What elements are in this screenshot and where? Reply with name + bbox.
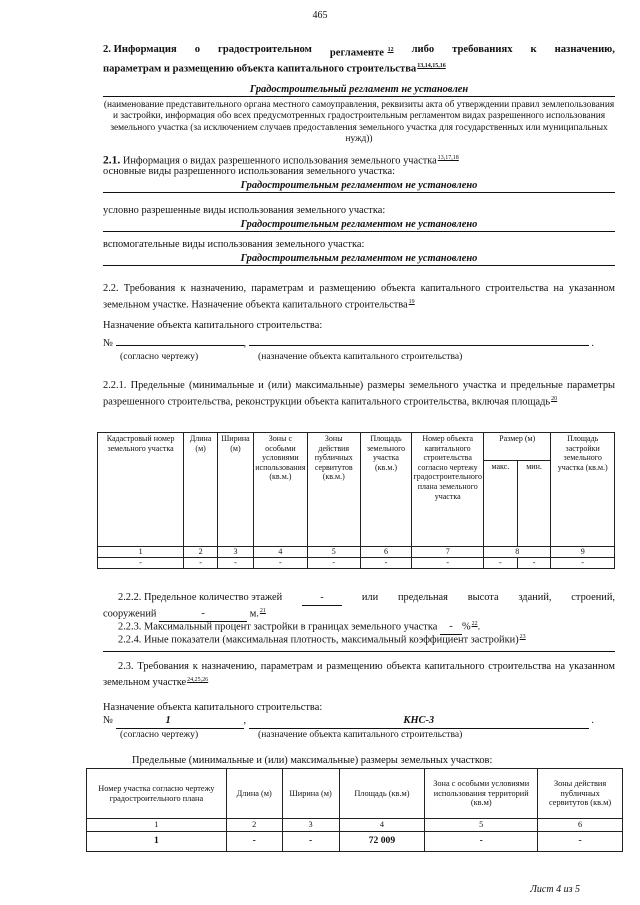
column-number: 7 [412, 547, 484, 558]
unit: % [461, 621, 471, 633]
auxiliary-uses-value: Градостроительным регламентом не установлено [103, 253, 615, 266]
word: зданий, [518, 592, 552, 603]
header-size-min: мин. [517, 461, 551, 547]
s2-2-purpose-line: № , . [103, 338, 594, 349]
section-2-title-line1 [103, 44, 615, 60]
column-number: 6 [538, 819, 623, 832]
footnote-ref: 20 [551, 395, 558, 402]
purpose-caption: (назначение объекта капитального строительства) [258, 351, 463, 362]
footnote-ref: 23 [519, 634, 526, 640]
footnote-ref: 13,14,15,16 [417, 63, 446, 70]
title-word-with-footnote [330, 44, 394, 60]
comma: , [243, 715, 247, 726]
floors-value: - [302, 592, 342, 606]
object-purpose: КНС-3 [249, 715, 589, 729]
footnote-ref: 12 [387, 47, 394, 53]
column-number: 5 [425, 819, 538, 832]
floors-label: 2.2.2. Предельное количество этажей [118, 592, 283, 603]
header-plot-number: Номер участка согласно чертежу градостроительного плана [87, 769, 227, 819]
table-row [87, 831, 623, 851]
word: сооружений [103, 608, 157, 620]
column-number: 3 [218, 547, 254, 558]
auxiliary-uses-label: вспомогательные виды использования земельного участка: [103, 239, 365, 250]
column-number: 2 [226, 819, 282, 832]
per-drawing-caption: (согласно чертежу) [120, 351, 199, 362]
per-drawing-caption: (согласно чертежу) [120, 729, 199, 740]
header-length: Длина (м) [226, 769, 282, 819]
column-number: 4 [339, 819, 425, 832]
word: строений, [571, 592, 615, 603]
header-cadastral-number: Кадастровый номер земельного участка [98, 433, 184, 547]
number-sign: № [103, 338, 113, 349]
table-cell: - [307, 558, 360, 569]
header-plot-area: Площадь земельного участка (кв.м.) [360, 433, 412, 547]
main-uses-label: основные виды разрешенного использования земельного участка: [103, 166, 396, 177]
number-sign: № [103, 715, 113, 726]
table-cell: - [98, 558, 184, 569]
section-2-3-body: 2.3. Требования к назначению, параметрам и размещению объекта капитального строительства на указанном земельном участке [103, 661, 615, 688]
section-2-1-text: Информация о видах разрешенного использования земельного участка [120, 155, 437, 167]
table-cell: - [551, 558, 615, 569]
regulation-note: (наименование представительного органа местного самоуправления, реквизиты акта об утверждении правил землепользования и застройки, информация обо всех предусмотренных градостроительным регламентом видах разрешенного использования земельного участка (за исключением случаев предоставления земельного участка для государственных или муниципальных нужд)) [103, 100, 615, 145]
purpose-caption: (назначение объекта капитального строительства) [258, 729, 463, 740]
header-special-zones: Зона с особыми условиями использования территорий (кв.м) [425, 769, 538, 819]
coverage-label: 2.2.3. Максимальный процент застройки в границах земельного участка [118, 621, 438, 633]
regulation-value: Градостроительный регламент не установлен [103, 84, 615, 97]
comma: , [243, 338, 247, 349]
section-2-2-2-line1 [118, 592, 615, 606]
column-number: 3 [282, 819, 339, 832]
table-cell: - [425, 831, 538, 851]
table-cell: - [253, 558, 307, 569]
word: или [361, 592, 379, 603]
conditional-uses-label: условно разрешенные виды использования земельного участка: [103, 205, 386, 216]
header-length: Длина (м) [184, 433, 218, 547]
table-cell: - [412, 558, 484, 569]
table-cell: - [282, 831, 339, 851]
table-row [98, 558, 615, 569]
footnote-ref: 24,25,26 [187, 676, 209, 683]
header-width: Ширина (м) [282, 769, 339, 819]
title-word: требованиях [452, 44, 513, 55]
section-2-2-body: 2.2. Требования к назначению, параметрам и размещению объекта капитального строительства на указанном земельном участке. Назначение объекта капитального строительства [103, 283, 615, 310]
sheet-number: Лист 4 из 5 [530, 884, 580, 895]
title-word: о [194, 44, 200, 55]
header-size-max: макс. [483, 461, 517, 547]
main-uses-value: Градостроительным регламентом не установлено [103, 180, 615, 193]
header-width: Ширина (м) [218, 433, 254, 547]
section-2-3-text [103, 661, 615, 689]
title-word: назначению, [554, 44, 615, 55]
object-number-blank [116, 345, 244, 346]
table-cell: 72 009 [339, 831, 425, 851]
s2-3-purpose-label: Назначение объекта капитального строительства: [103, 702, 323, 713]
section-2-title-line2 [103, 60, 615, 76]
section-2-title [103, 44, 615, 76]
object-purpose-blank [249, 345, 589, 346]
column-number: 1 [87, 819, 227, 832]
section-2-2-4 [118, 631, 615, 647]
section-2-2-1-body: 2.2.1. Предельные (минимальные и (или) максимальные) размеры земельного участка и предельные параметры разрешенного строительства, реконструкции объекта капитального строительства, включая площадь [103, 380, 615, 407]
unit: м. [249, 608, 259, 620]
column-number: 4 [253, 547, 307, 558]
word: высота [467, 592, 499, 603]
column-number: 6 [360, 547, 412, 558]
conditional-uses-value: Градостроительным регламентом не установлено [103, 219, 615, 232]
section-2-2-text [103, 283, 615, 311]
title-word: к [530, 44, 537, 55]
limits-title: Предельные (минимальные и (или) максимальные) размеры земельных участков: [132, 755, 493, 766]
section-2-2-1-text [103, 380, 615, 408]
header-area: Площадь (кв.м) [339, 769, 425, 819]
table-cell: - [483, 558, 517, 569]
table-cell: 1 [87, 831, 227, 851]
s2-3-purpose-line: № 1 , КНС-3 . [103, 715, 615, 729]
table-cell: - [517, 558, 551, 569]
header-building-area: Площадь застройки земельного участка (кв.м.) [551, 433, 615, 547]
table-cell: - [538, 831, 623, 851]
word: предельная [397, 592, 448, 603]
title-word: градостроительном [218, 44, 312, 55]
divider [103, 651, 615, 652]
height-value: - [159, 608, 247, 622]
plot-sizes-table [86, 768, 623, 852]
title-word: 2. Информация [103, 44, 177, 55]
title-line2-text: параметрам и размещению объекта капитального строительства [103, 63, 417, 75]
header-servitudes: Зоны действия публичных сервитутов (кв.м.) [307, 433, 360, 547]
footnote-ref: 13,17,18 [437, 155, 459, 161]
table-cell: - [218, 558, 254, 569]
column-number: 8 [483, 547, 550, 558]
other-indicators-label: 2.2.4. Иные показатели (максимальная плотность, максимальный коэффициент застройки) [118, 634, 519, 646]
column-number: 5 [307, 547, 360, 558]
header-special-zones: Зоны с особыми условиями использования (кв.м.) [253, 433, 307, 547]
page-number: 465 [312, 10, 328, 21]
object-number: 1 [116, 715, 244, 729]
footnote-ref: 21 [259, 608, 266, 614]
table-cell: - [184, 558, 218, 569]
section-2-2-3: 2.2.3. Максимальный процент застройки в границах земельного участка - %$^{22}$. [118, 618, 615, 635]
column-number: 2 [184, 547, 218, 558]
s2-2-purpose-label: Назначение объекта капитального строительства: [103, 320, 323, 331]
header-servitudes: Зоны действия публичных сервитутов (кв.м) [538, 769, 623, 819]
column-number: 1 [98, 547, 184, 558]
title-word: регламенте [329, 47, 384, 59]
table-cell: - [360, 558, 412, 569]
footnote-ref: 22 [471, 621, 478, 627]
section-2-1-number: 2.1. [103, 154, 121, 167]
title-word: либо [411, 44, 435, 55]
footnote-ref: 19 [408, 298, 415, 305]
header-object-number: Номер объекта капитального строительства согласно чертежу градостроительного плана земельного участка [412, 433, 484, 547]
column-number: 9 [551, 547, 615, 558]
coverage-value: - [440, 621, 462, 635]
table-cell: - [226, 831, 282, 851]
header-size: Размер (м) [483, 433, 550, 461]
parameters-table [97, 432, 615, 569]
